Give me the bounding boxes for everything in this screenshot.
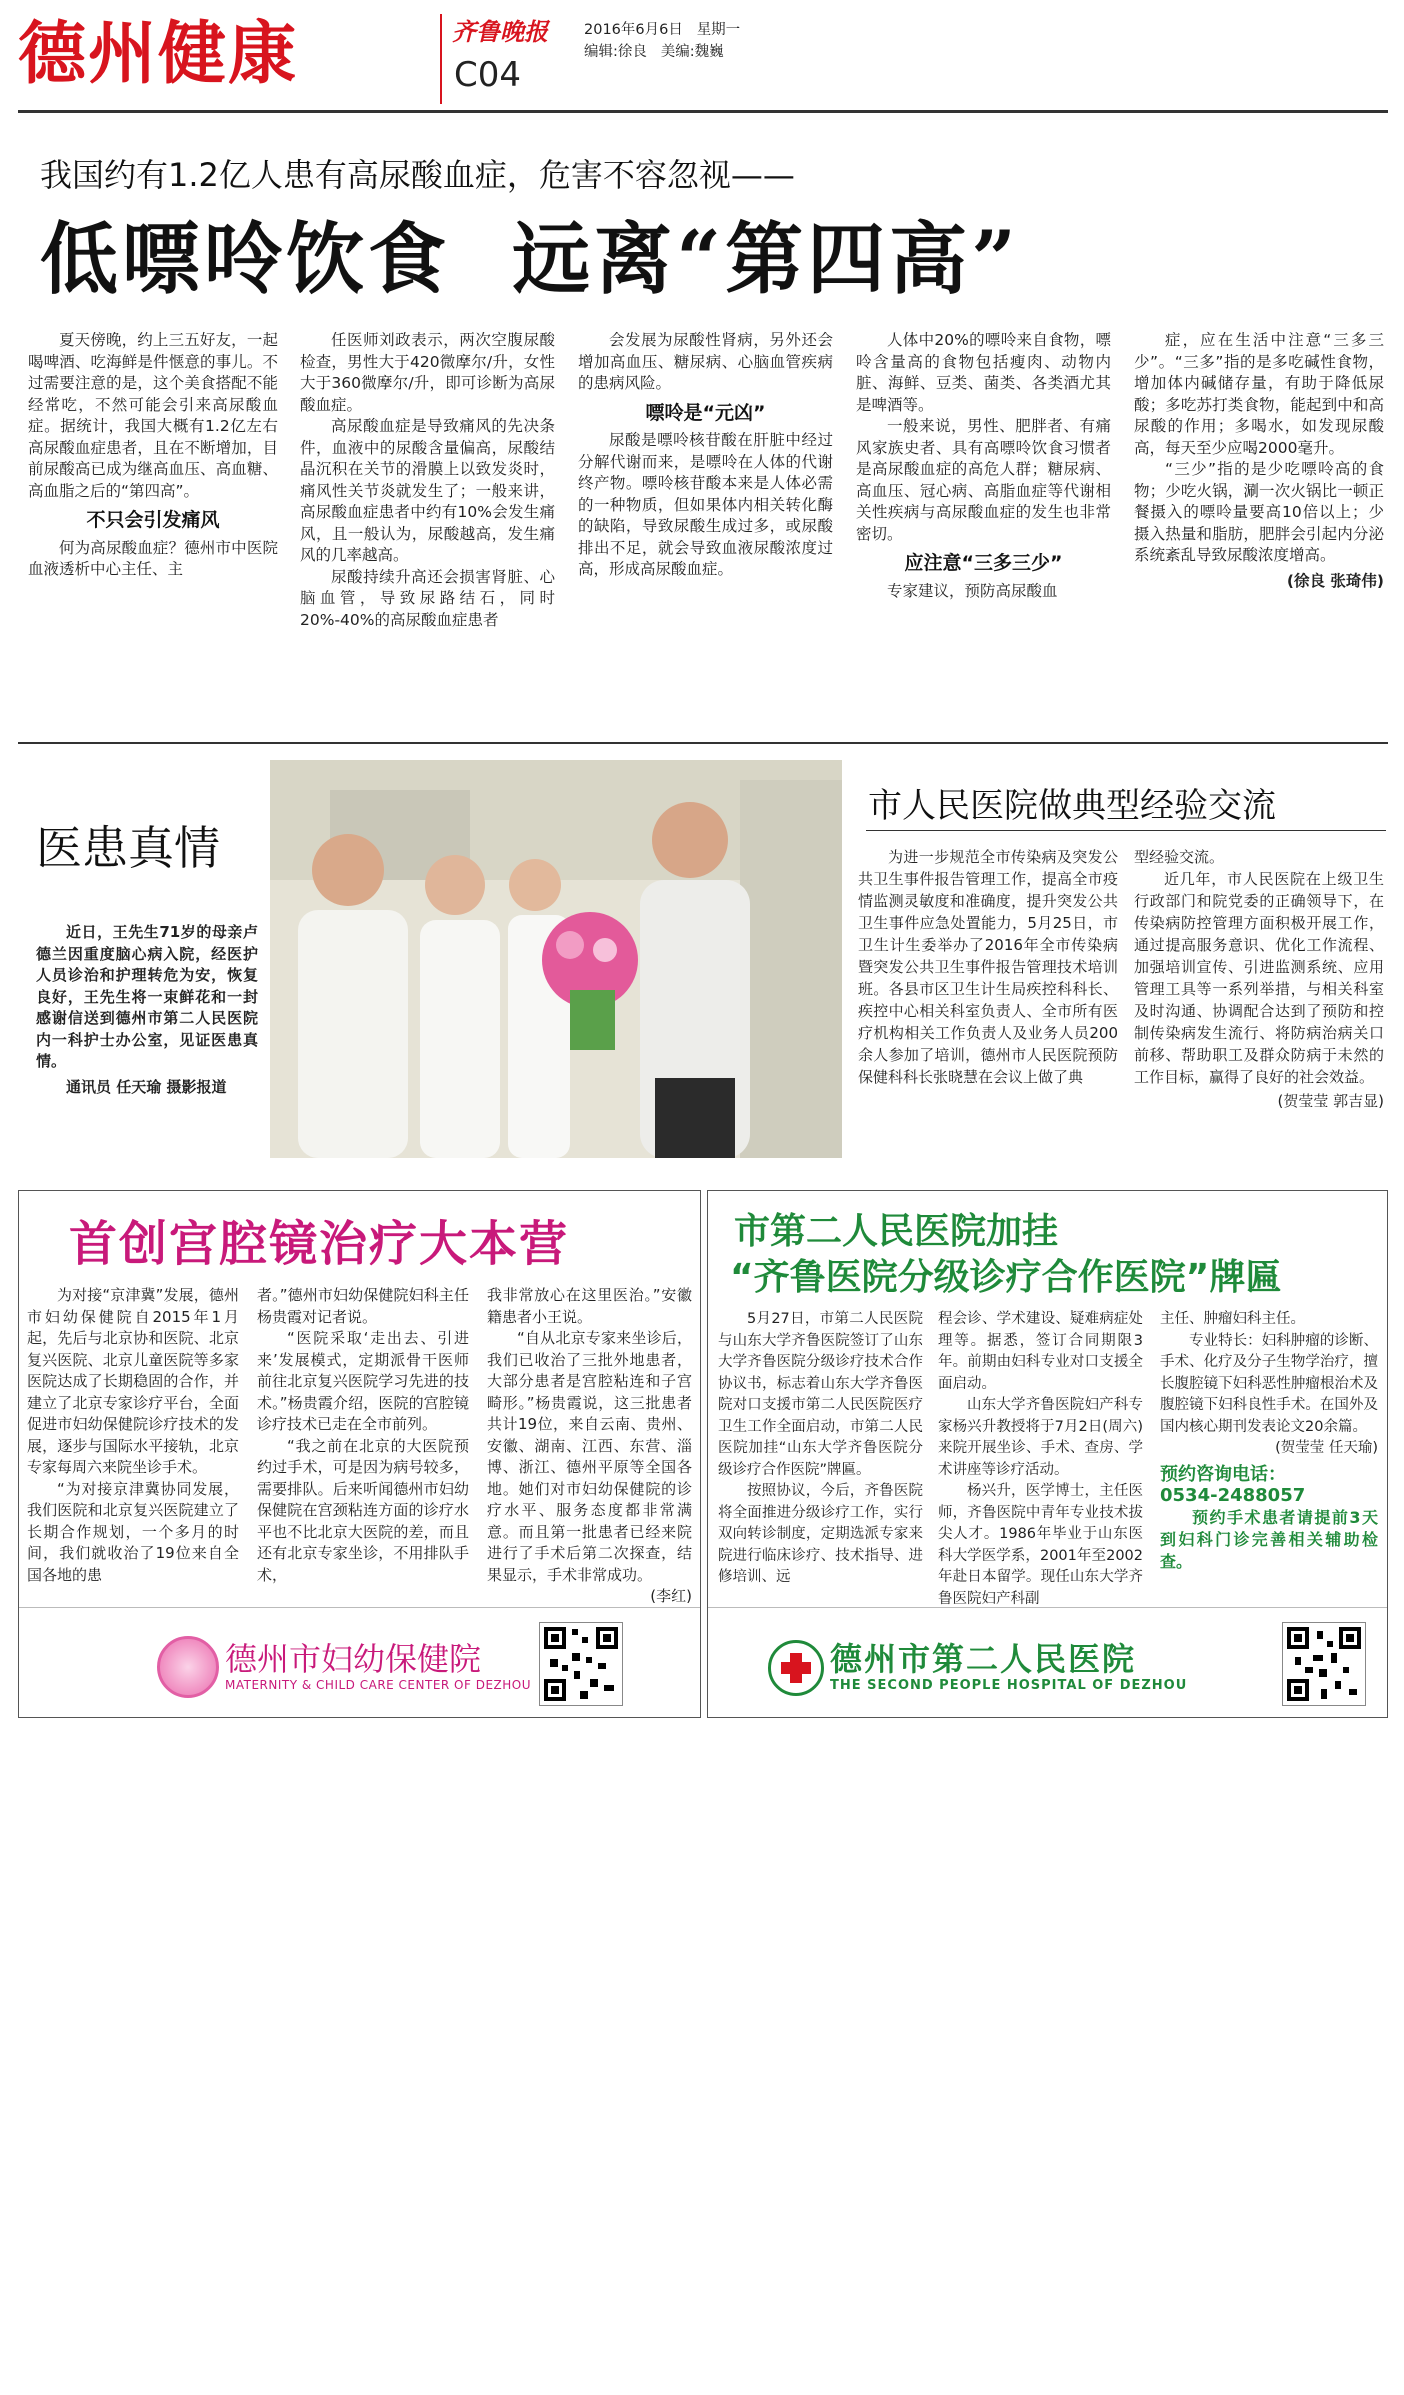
paragraph: 任医师刘政表示，两次空腹尿酸检查，男性大于420微摩尔/升，女性大于360微摩尔/升，即可诊断为高尿酸血症。 xyxy=(300,331,555,414)
paragraph: 程会诊、学术建设、疑难病症处理等。据悉，签订合同期限3年。前期由妇科专业对口支援全面启动。 xyxy=(938,1311,1143,1392)
ad-column-1 xyxy=(718,1309,923,1589)
ad-footer xyxy=(19,1607,700,1718)
paper-logo: 齐鲁晚报 xyxy=(452,17,548,46)
photo-story-title: 医患真情 xyxy=(36,821,220,875)
paragraph: 按照协议，今后，齐鲁医院将全面推进分级诊疗工作，实行双向转诊制度，定期选派专家来院进行临床诊疗、技术指导、进修培训、远 xyxy=(718,1483,923,1585)
subhead: 应注意“三多三少” xyxy=(904,552,1063,574)
ad-title-line-1: 市第二人民医院加挂 xyxy=(734,1211,1059,1252)
hotline-label: 预约咨询电话： xyxy=(1160,1463,1286,1485)
hospital-column-1 xyxy=(858,846,1118,1088)
paragraph: “自从北京专家来坐诊后，我们已收治了三批外地患者，大部分患者是宫腔粘连和子宫畸形。”杨贵霞说，这三批患者共计19位，来自云南、贵州、安徽、湖南、江西、东营、淄博、浙江、德州平原等全国各地。她们对市妇幼保健院的诊疗水平、服务态度都非常满意。而且第一批患者已经来院进行了手术后第二次探查，结果显示，手术非常成功。 xyxy=(487,1329,692,1584)
paragraph: 杨兴升，医学博士，主任医师，齐鲁医院中青年专业技术拔尖人才。1986年毕业于山东医科大学医学系，2001年至2002年赴日本留学。现任山东大学齐鲁医院妇产科副 xyxy=(938,1483,1143,1607)
qr-code-icon xyxy=(1282,1622,1366,1706)
ad-column-2 xyxy=(257,1285,469,1586)
page-number: C04 xyxy=(454,55,522,95)
ad-column-3 xyxy=(1160,1309,1378,1573)
ad-column-1 xyxy=(27,1285,239,1586)
paragraph: 专业特长：妇科肿瘤的诊断、手术、化疗及分子生物学治疗，擅长腹腔镜下妇科恶性肿瘤根治术及腹腔镜下妇科良性手术。在国外及国内核心期刊发表论文20余篇。 xyxy=(1160,1332,1378,1435)
paragraph: “医院采取‘走出去、引进来’发展模式，定期派骨干医师前往北京复兴医院学习先进的技术。”杨贵霞介绍，医院的宫腔镜诊疗技术已走在全市前列。 xyxy=(257,1329,469,1433)
paragraph: 主任、肿瘤妇科主任。 xyxy=(1160,1311,1305,1327)
paragraph: “为对接京津冀协同发展，我们医院和北京复兴医院建立了长期合作规划，一个多月的时间，我们就收治了19位来自全国各地的患 xyxy=(27,1479,239,1584)
byline: (贺莹莹 任天瑜) xyxy=(1275,1440,1378,1456)
hospital-logo-icon xyxy=(768,1640,824,1696)
subhead: 不只会引发痛风 xyxy=(86,509,220,531)
ad-column-2 xyxy=(938,1309,1143,1610)
lead-column-2 xyxy=(300,330,555,631)
paragraph: 近几年，市人民医院在上级卫生行政部门和院党委的正确领导下，在传染病防控管理方面积极开展工作，通过提高服务意识、优化工作流程、加强培训宣传、引进监测系统、应用管理工具等一系列举措，与相关科室及时沟通、协调配合达到了预防和控制传染病发生流行、将防病治病关口前移、帮助职工及群众防病于未然的工作目标，赢得了良好的社会效益。 xyxy=(1134,870,1384,1086)
ad-title: 首创宫腔镜治疗大本营 xyxy=(69,1216,570,1272)
section-title: 德州健康 xyxy=(18,14,299,94)
paragraph: 会发展为尿酸性肾病，另外还会增加高血压、糖尿病、心脑血管疾病的患病风险。 xyxy=(578,331,833,392)
ad-maternity-hospital xyxy=(18,1190,701,1718)
paragraph: 症，应在生活中注意“三多三少”。“三多”指的是多吃碱性食物，增加体内碱储存量，有助于降低尿酸；多吃苏打类食物，能起到中和高尿酸的作用；多喝水，如发现尿酸高，每天至少应喝2000毫升。 xyxy=(1134,331,1384,457)
editor: 编辑:徐良 xyxy=(584,44,647,60)
maternity-logo-icon xyxy=(157,1636,219,1698)
hospital-story-title: 市人民医院做典型经验交流 xyxy=(868,786,1276,826)
lead-headline: 低嘌呤饮食 远离“第四高” xyxy=(40,214,1021,305)
paragraph: 为进一步规范全市传染病及突发公共卫生事件报告管理工作，提高全市疫情监测灵敏度和准确度，提升突发公共卫生事件应急处置能力，5月25日，市卫生计生委举办了2016年全市传染病暨突发公共卫生事件报告管理技术培训班。各县市区卫生计生局疾控科科长、疾控中心相关科室负责人、全市所有医疗机构相关工作负责人及业务人员200余人参加了培训，德州市人民医院预防保健科科长张晓慧在会议上做了典 xyxy=(858,848,1118,1086)
paragraph: 专家建议，预防高尿酸血 xyxy=(887,581,1058,600)
paragraph: “三少”指的是少吃嘌呤高的食物；少吃火锅，涮一次火锅比一顿正餐摄入的嘌呤量要高10倍以上；少摄入热量和脂肪，肥胖会引起内分泌系统紊乱导致尿酸浓度增高。 xyxy=(1134,460,1384,564)
paragraph: 一般来说，男性、肥胖者、有痛风家族史者、具有高嘌呤饮食习惯者是高尿酸血症的高危人群；糖尿病、高血压、冠心病、高脂血症等代谢相关性疾病与高尿酸血症的发生也非常密切。 xyxy=(856,417,1111,543)
byline: (李红) xyxy=(650,1587,692,1605)
paragraph: “我之前在北京的大医院预约过手术，可是因为病号较多，需要排队。后来听闻德州市妇幼保健院在宫颈粘连方面的诊疗水平也不比北京大医院的差，而且还有北京专家坐诊，不用排队手术， xyxy=(257,1436,469,1584)
hospital-title-rule xyxy=(866,830,1386,831)
photo-doctors-patient xyxy=(270,760,842,1158)
paragraph: 何为高尿酸血症？德州市中医院血液透析中心主任、主 xyxy=(28,538,278,578)
section-rule xyxy=(18,742,1388,744)
byline: (徐良 张琦伟) xyxy=(1286,571,1384,590)
masthead-rule xyxy=(18,110,1388,113)
paragraph: 夏天傍晚，约上三五好友，一起喝啤酒、吃海鲜是件惬意的事儿。不过需要注意的是，这个美食搭配不能经常吃，不然可能会引来高尿酸血症。据统计，我国大概有1.2亿左右高尿酸血症患者，且在不断增加，目前尿酸高已成为继高血压、高血糖、高血脂之后的“第四高”。 xyxy=(28,331,278,500)
paragraph: 尿酸是嘌呤核苷酸在肝脏中经过分解代谢而来，是嘌呤在人体的代谢终产物。嘌呤核苷酸本来是人体必需的一种物质，但如果体内相关转化酶的缺陷，导致尿酸生成过多，或尿酸排出不足，就会导致血液尿酸浓度过高，形成高尿酸血症。 xyxy=(578,431,833,578)
editor-line xyxy=(584,40,724,61)
ad-column-3 xyxy=(487,1285,692,1608)
notice: 预约手术患者请提前3天到妇科门诊完善相关辅助检查。 xyxy=(1160,1507,1378,1571)
qr-code-icon xyxy=(539,1622,623,1706)
designer: 美编:魏巍 xyxy=(660,44,724,60)
paragraph: 为对接“京津冀”发展，德州市妇幼保健院自2015年1月起，先后与北京协和医院、北京复兴医院、北京儿童医院等多家医院达成了长期稳固的合作，并建立了北京专家诊疗平台，全面促进市妇幼保健院诊疗技术的发展，逐步与国际水平接轨，北京专家每周六来院坐诊手术。 xyxy=(27,1286,239,1476)
byline: (贺莹莹 郭吉显) xyxy=(1277,1092,1384,1110)
masthead-divider xyxy=(440,14,442,104)
lead-kicker: 我国约有1.2亿人患有高尿酸血症，危害不容忽视—— xyxy=(40,156,795,194)
logo-name-cn: 德州市第二人民医院 xyxy=(830,1640,1137,1678)
paragraph: 5月27日，市第二人民医院与山东大学齐鲁医院签订了山东大学齐鲁医院分级诊疗技术合作协议书，标志着山东大学齐鲁医院对口支援市第二人民医院医疗卫生工作全面启动，市第二人民医院加挂“山东大学齐鲁医院分级诊疗合作医院”牌匾。 xyxy=(718,1311,923,1478)
logo-name-en: THE SECOND PEOPLE HOSPITAL OF DEZHOU xyxy=(830,1678,1188,1693)
caption-text: 近日，王先生71岁的母亲卢德兰因重度脑心病入院，经医护人员诊治和护理转危为安，恢复良好，王先生将一束鲜花和一封感谢信送到德州市第二人民医院内一科护士办公室，见证医患真情。 xyxy=(36,923,258,1070)
photo-caption xyxy=(36,922,258,1098)
paragraph: 我非常放心在这里医治。”安徽籍患者小王说。 xyxy=(487,1286,692,1326)
lead-column-5 xyxy=(1134,330,1384,592)
hospital-column-2 xyxy=(1134,846,1384,1112)
ad-footer xyxy=(708,1607,1387,1718)
issue-date-line xyxy=(584,18,740,39)
subhead: 嘌呤是“元凶” xyxy=(645,401,766,424)
paragraph: 型经验交流。 xyxy=(1134,848,1225,866)
logo-name-cn: 德州市妇幼保健院 xyxy=(225,1640,482,1678)
photo-credit: 通讯员 任天瑜 摄影报道 xyxy=(66,1077,227,1096)
ad-second-hospital xyxy=(707,1190,1388,1718)
lead-column-3 xyxy=(578,330,833,581)
lead-column-4 xyxy=(856,330,1111,602)
lead-column-1 xyxy=(28,330,278,581)
paragraph: 者。”德州市妇幼保健院妇科主任杨贵霞对记者说。 xyxy=(257,1286,469,1326)
issue-weekday: 星期一 xyxy=(696,22,741,38)
hotline-number: 0534-2488057 xyxy=(1160,1485,1306,1506)
ad-title-line-2: “齐鲁医院分级诊疗合作医院”牌匾 xyxy=(730,1257,1282,1298)
paragraph: 山东大学齐鲁医院妇产科专家杨兴升教授将于7月2日(周六)来院开展坐诊、手术、查房、学术讲座等诊疗活动。 xyxy=(938,1397,1143,1478)
paragraph: 尿酸持续升高还会损害肾脏、心脑血管，导致尿路结石，同时20%-40%的高尿酸血症患者 xyxy=(300,567,555,629)
paragraph: 高尿酸血症是导致痛风的先决条件，血液中的尿酸含量偏高，尿酸结晶沉积在关节的滑膜上以致发炎时，痛风性关节炎就发生了；一般来讲，高尿酸血症患者中约有10%会发生痛风，且一般认为，尿酸越高，发生痛风的几率越高。 xyxy=(300,417,555,564)
logo-name-en: MATERNITY & CHILD CARE CENTER OF DEZHOU xyxy=(225,1678,532,1692)
issue-date: 2016年6月6日 xyxy=(584,22,683,38)
paragraph: 人体中20%的嘌呤来自食物，嘌呤含量高的食物包括瘦肉、动物内脏、海鲜、豆类、菌类、各类酒尤其是啤酒等。 xyxy=(856,331,1111,414)
